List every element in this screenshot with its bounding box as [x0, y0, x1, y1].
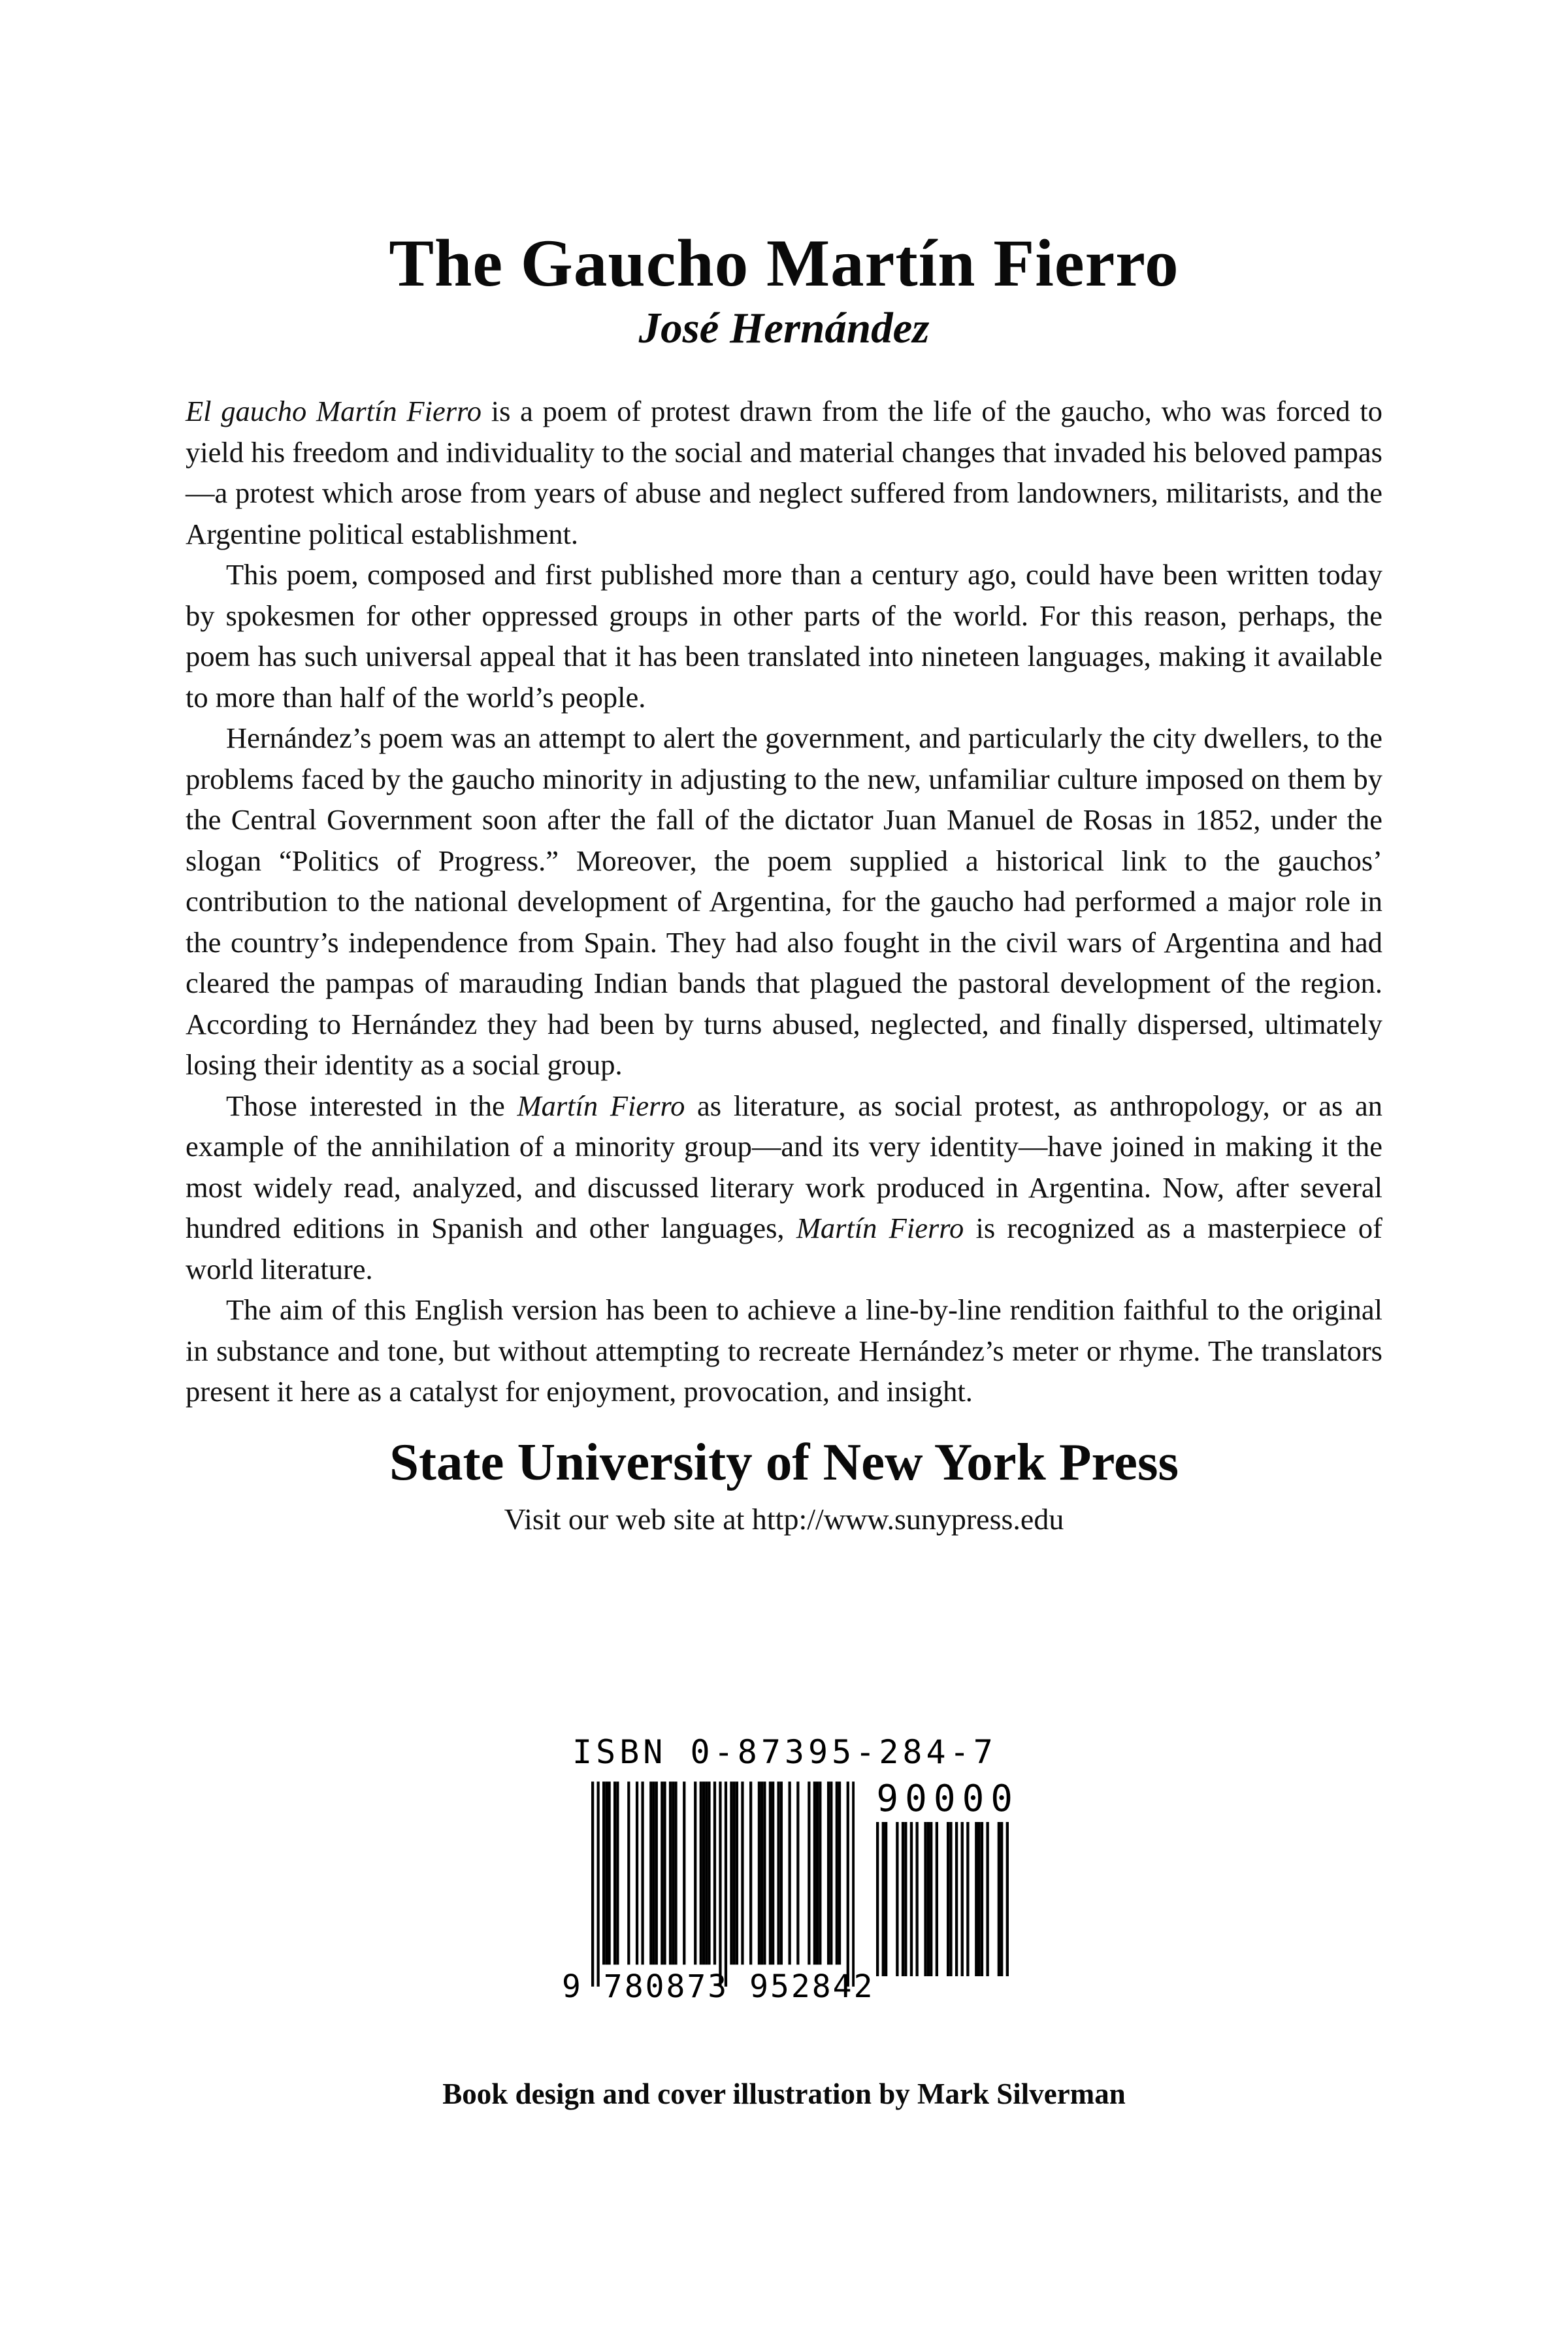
book-author: José Hernández — [638, 304, 930, 352]
body-paragraph — [186, 1289, 1382, 1412]
text-segment: The aim of this English version has been to achieve a line-by-line rendition faithful to the original in substance and tone, but without attempting to recreate Hernández’s meter or rhyme. The translators present it here as a catalyst for enjoyment, provocation, and insight. — [186, 1293, 1382, 1408]
body-paragraph — [186, 1085, 1382, 1290]
text-segment: Those interested in the — [226, 1089, 517, 1122]
design-credit: Book design and cover illustration by Mark Silverman — [442, 2078, 1126, 2110]
italic-segment: Martín Fierro — [517, 1089, 685, 1122]
text-segment: is recognized as a masterpiece of world literature. — [186, 1212, 1382, 1285]
text-segment: as literature, as social protest, as anthropology, or as an example of the annihilation of a minority group—and its very identity—have joined in making it the most widely read, analyzed, and discussed literary work produced in Argentina. Now, after several hundred editions in Spanish and other languages, — [186, 1089, 1382, 1244]
ean5-barcode — [876, 1822, 1009, 1976]
website-line: Visit our web site at http://www.sunypress.edu — [504, 1502, 1064, 1536]
isbn-label: ISBN 0-87395-284-7 — [572, 1733, 997, 1771]
barcode-block — [562, 1733, 1019, 2005]
text-segment: This poem, composed and first published more than a century ago, could have been written today by spokesmen for other oppressed groups in other parts of the world. For this reason, perhaps, the poem has such universal appeal that it has been translated into nineteen languages, making it available to more than half of the world’s people. — [186, 558, 1382, 714]
body-paragraph — [186, 391, 1382, 554]
barcode-digits: 9 780873 952842 — [562, 1968, 875, 2005]
price-code: 90000 — [876, 1778, 1019, 1820]
text-segment: is a poem of protest drawn from the life of the gaucho, who was forced to yield his freedom and individuality to the social and material changes that invaded his beloved pampas—a protest which arose from years of abuse and neglect suffered from landowners, militarists, and the Argentine political establishment. — [186, 395, 1382, 550]
publisher-heading: State University of New York Press — [389, 1432, 1179, 1491]
body-paragraph — [186, 718, 1382, 1085]
text-segment: Hernández’s poem was an attempt to alert the government, and particularly the city dwellers, to the problems faced by the gaucho minority in adjusting to the new, unfamiliar culture imposed on them by the Central Government soon after the fall of the dictator Juan Manuel de Rosas in 1852, under the slogan “Politics of Progress.” Moreover, the poem supplied a historical link to the gauchos’ contribution to the national development of Argentina, for the gaucho had performed a major role in the country’s independence from Spain. They had also fought in the civil wars of Argentina and had cleared the pampas of marauding Indian bands that plagued the pastoral development of the region. According to Hernández they had been by turns abused, neglected, and finally dispersed, ultimately losing their identity as a social group. — [186, 721, 1382, 1081]
barcode-bars-row — [591, 1780, 1019, 1988]
italic-segment: El gaucho Martín Fierro — [186, 395, 482, 427]
book-title: The Gaucho Martín Fierro — [389, 226, 1179, 301]
body-paragraphs — [186, 391, 1382, 1412]
ean13-barcode — [591, 1780, 855, 1988]
body-paragraph — [186, 554, 1382, 718]
italic-segment: Martín Fierro — [796, 1212, 964, 1244]
barcode-supplement — [876, 1780, 1019, 1979]
